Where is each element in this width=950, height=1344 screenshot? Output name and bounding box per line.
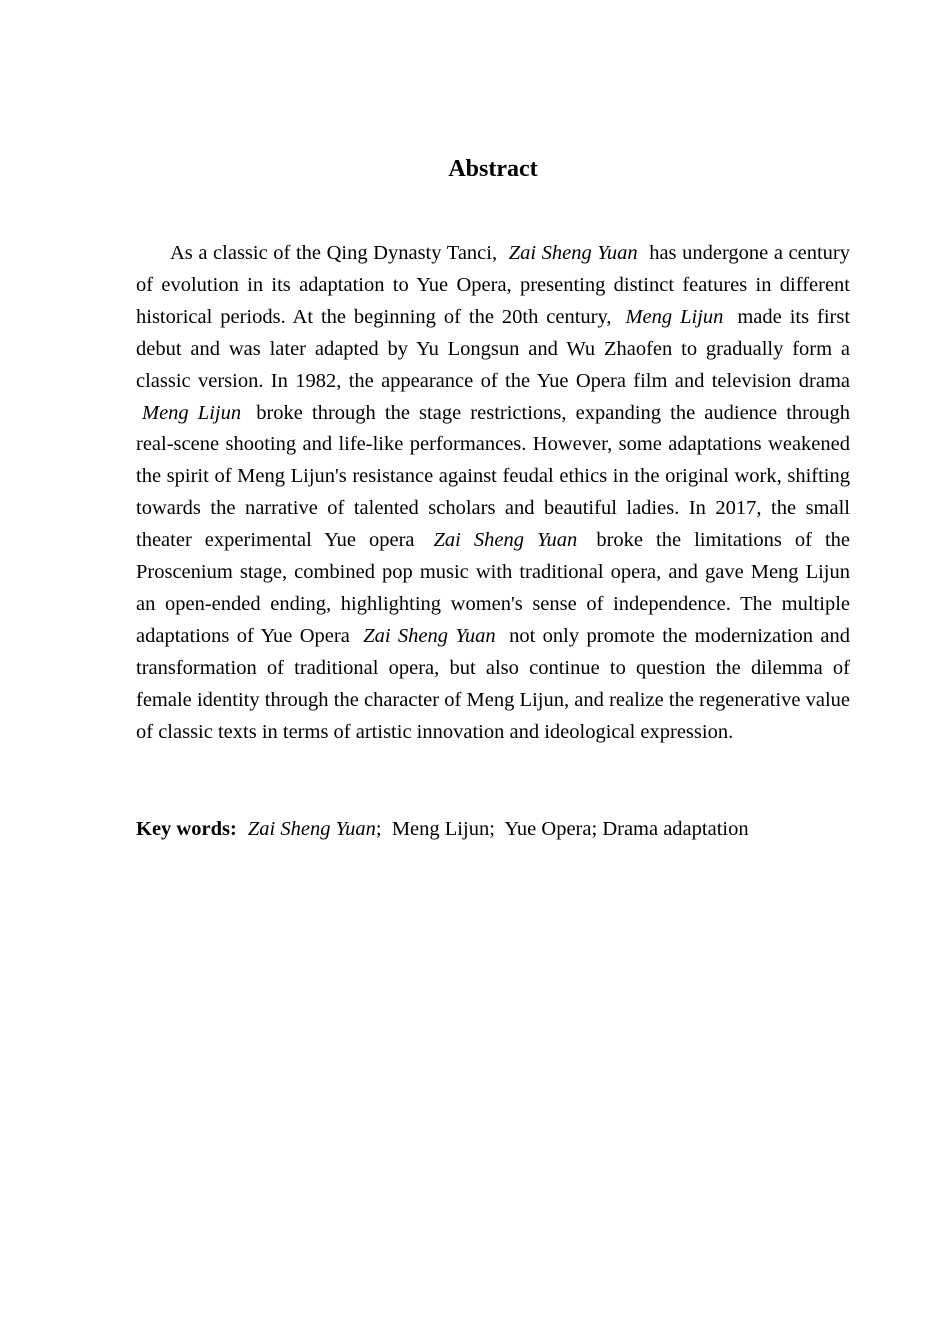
abstract-text-segment: made its first debut and was later adapted by Yu Longsun and Wu Zhaofen to gradually form a classic version. In 1982, the appearance of the Yue Opera film and television drama [136,305,851,392]
keyword-item [248,818,376,840]
abstract-italic-title: Zai Sheng Yuan [433,529,578,552]
abstract-italic-title: Zai Sheng Yuan [508,242,638,264]
keyword-text: Zai Sheng Yuan [247,818,376,840]
keyword-item: Drama adaptation [602,818,749,840]
abstract-text-segment: has undergone a century of evolution in its adaptation to Yue Opera, presenting distinct features in different historical periods. At the beginning of the 20th century, [136,242,851,328]
abstract-text-segment: broke through the stage restrictions, expanding the audience through real-scene shooting and life-like performances. However, some adaptations weakened the spirit of Meng Lijun's resistance against feudal ethics in the original work, shifting towards the narrative of talented scholars and beautiful ladies. In 2017, the small theater experimental Yue opera [136,401,851,552]
abstract-italic-title: Meng Lijun [625,305,724,328]
keyword-item: Meng Lijun [391,818,490,840]
keywords-line: Key words: Zai Sheng Yuan; Meng Lijun; Yue Opera; Drama adaptation [136,818,749,840]
abstract-text-segment: As a classic of the Qing Dynasty Tanci, [170,242,498,264]
keyword-item: Yue Opera [504,818,592,840]
abstract-italic-title: Meng Lijun [142,401,242,424]
abstract-text-segment: broke the limitations of the Proscenium stage, combined pop music with traditional opera, and gave Meng Lijun an open-ended ending, highlighting women's sense of independence. The multiple adaptations of Yue Opera [136,529,850,647]
keywords-label: Key words: [136,818,237,840]
abstract-italic-title: Zai Sheng Yuan [363,624,496,647]
abstract-title: Abstract [448,156,538,182]
abstract-text-segment: not only promote the modernization and transformation of traditional opera, but also continue to question the dilemma of female identity through the character of Meng Lijun, and realize the regenerative value of classic texts in terms of artistic innovation and ideological expression. [136,624,851,743]
abstract-paragraph [136,238,850,749]
